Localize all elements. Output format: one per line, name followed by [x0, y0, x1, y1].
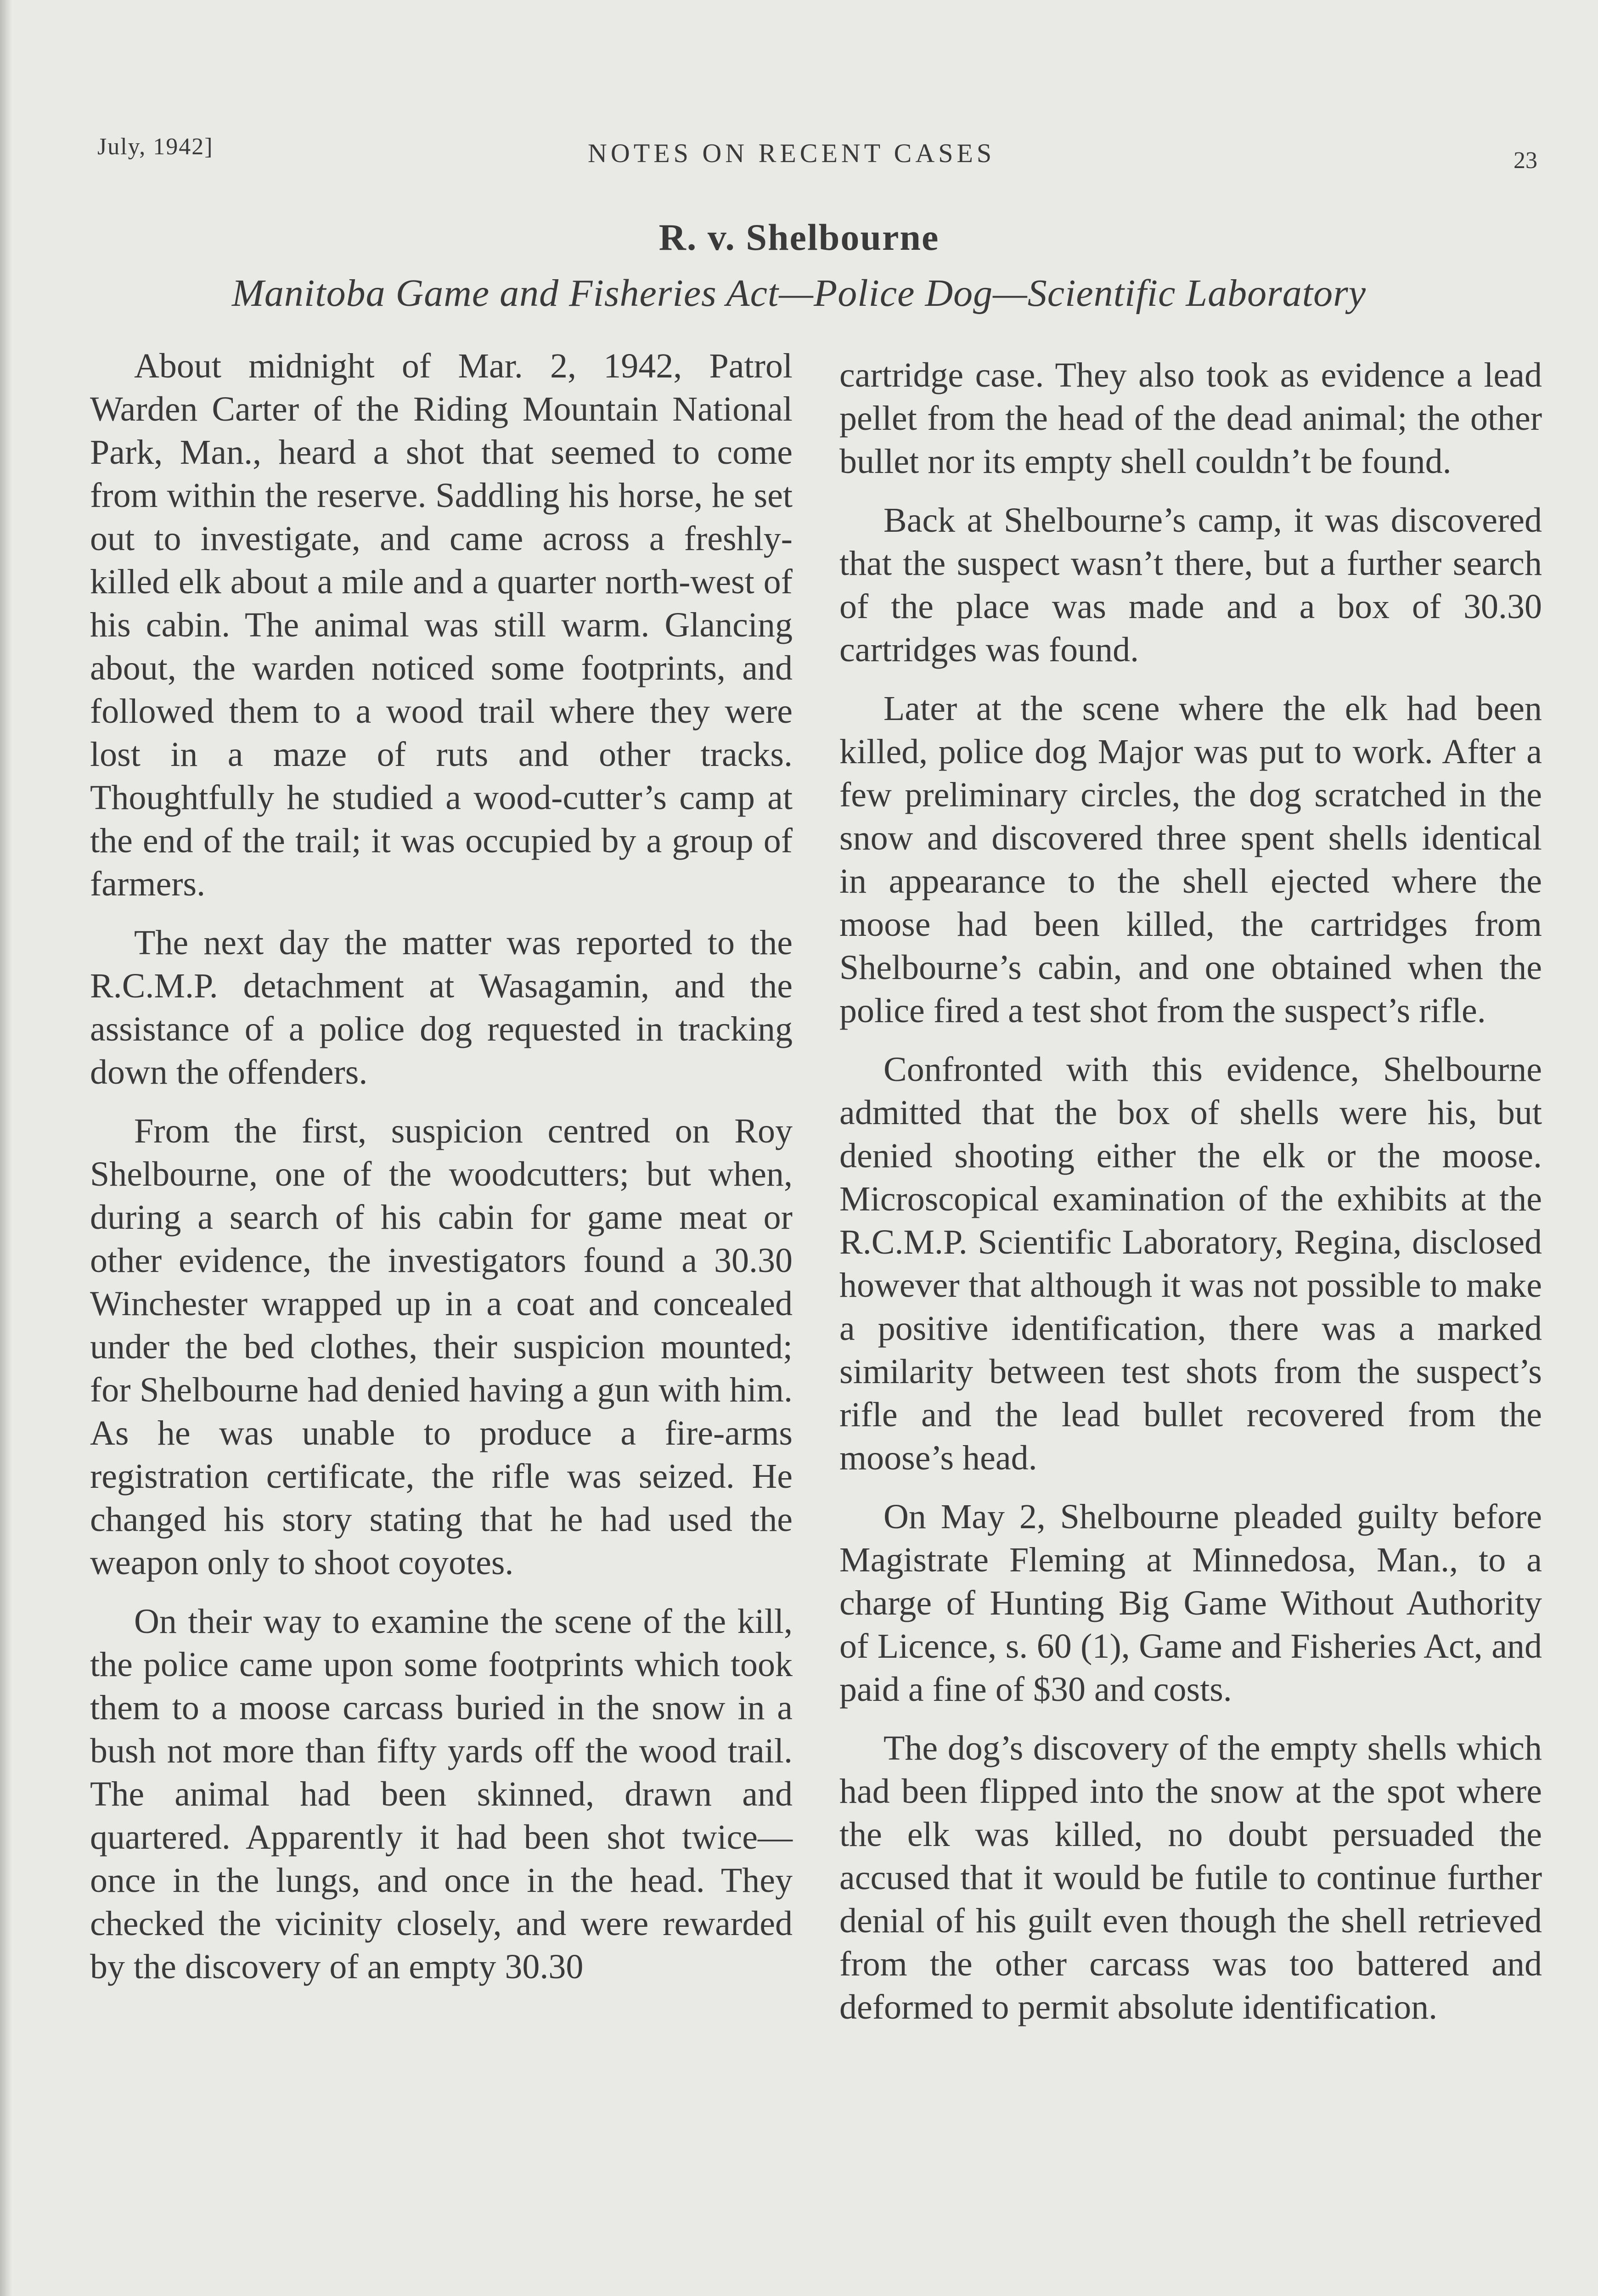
header-date: July, 1942]: [97, 134, 214, 160]
paragraph: The next day the matter was reported to the R.C.M.P. detachment at Wasagamin, and the assistance of a police dog requested in tracking down the offenders.: [90, 923, 793, 1092]
article-subtitle: Manitoba Game and Fisheries Act—Police Dog—Scientific Laboratory: [231, 272, 1367, 315]
running-header: [0, 124, 1598, 179]
paragraph: On May 2, Shelbourne pleaded guilty before Magistrate Fleming at Minnedosa, Man., to a charge of Hunting Big Game Without Authority of Licence, s. 60 (1), Game and Fisheries Act, and paid a fine of $30 and costs.: [839, 1497, 1542, 1709]
paragraph: About midnight of Mar. 2, 1942, Patrol Warden Carter of the Riding Mountain National Park, Man., heard a shot that seemed to come from within the reserve. Saddling his horse, he set out to investigate, and came across a freshly-killed elk about a mile and a quarter north-west of his cabin. The animal was still warm. Glancing about, the warden noticed some footprints, and followed them to a wood trail where they were lost in a maze of ruts and other tracks. Thoughtfully he studied a wood-cutter’s camp at the end of the trail; it was occupied by a group of farmers.: [90, 347, 793, 903]
page-binding-edge: [0, 0, 12, 2296]
left-column: [90, 344, 793, 2004]
paragraph: Back at Shelbourne’s camp, it was discovered that the suspect wasn’t there, but a further search of the place was made and a box of 30.30 cartridges was found.: [839, 501, 1542, 669]
paragraph-continued: cartridge case. They also took as evidence a lead pellet from the head of the dead animal; the other bullet nor its empty shell couldn’t be found.: [839, 356, 1542, 481]
right-column: [839, 354, 1542, 2044]
page-number: 23: [1514, 147, 1537, 174]
paragraph: The dog’s discovery of the empty shells which had been flipped into the snow at the spot where the elk was killed, no doubt persuaded the accused that it would be futile to continue further denial of his guilt even though the shell retrieved from the other carcass was too battered and deformed to permit absolute identification.: [839, 1729, 1542, 2026]
paragraph: Confronted with this evidence, Shelbourne admitted that the box of shells were his, but denied shooting either the elk or the moose. Microscopical examination of the exhibits at the R.C.M.P. Scientific Laboratory, Regina, disclosed however that although it was not possible to make a positive identification, there was a marked similarity between test shots from the suspect’s rifle and the lead bullet recovered from the moose’s head.: [839, 1050, 1542, 1477]
paragraph: On their way to examine the scene of the kill, the police came upon some footprints which took them to a moose carcass buried in the snow in a bush not more than fifty yards off the wood trail. The animal had been skinned, drawn and quartered. Apparently it had been shot twice—once in the lungs, and once in the head. They checked the vicinity closely, and were rewarded by the discovery of an empty 30.30: [90, 1602, 793, 1986]
article-title: R. v. Shelbourne: [658, 216, 940, 258]
paragraph: Later at the scene where the elk had been killed, police dog Major was put to work. After a few preliminary circles, the dog scratched in the snow and discovered three spent shells identical in appearance to the shell ejected where the moose had been killed, the cartridges from Shelbourne’s cabin, and one obtained when the police fired a test shot from the suspect’s rifle.: [839, 689, 1542, 1030]
paragraph: From the first, suspicion centred on Roy Shelbourne, one of the woodcutters; but when, during a search of his cabin for game meat or other evidence, the investigators found a 30.30 Winchester wrapped up in a coat and concealed under the bed clothes, their suspicion mounted; for Shelbourne had denied having a gun with him. As he was unable to produce a fire-arms registration certificate, the rifle was seized. He changed his story stating that he had used the weapon only to shoot coyotes.: [90, 1112, 793, 1582]
header-section-title: NOTES ON RECENT CASES: [588, 138, 996, 168]
